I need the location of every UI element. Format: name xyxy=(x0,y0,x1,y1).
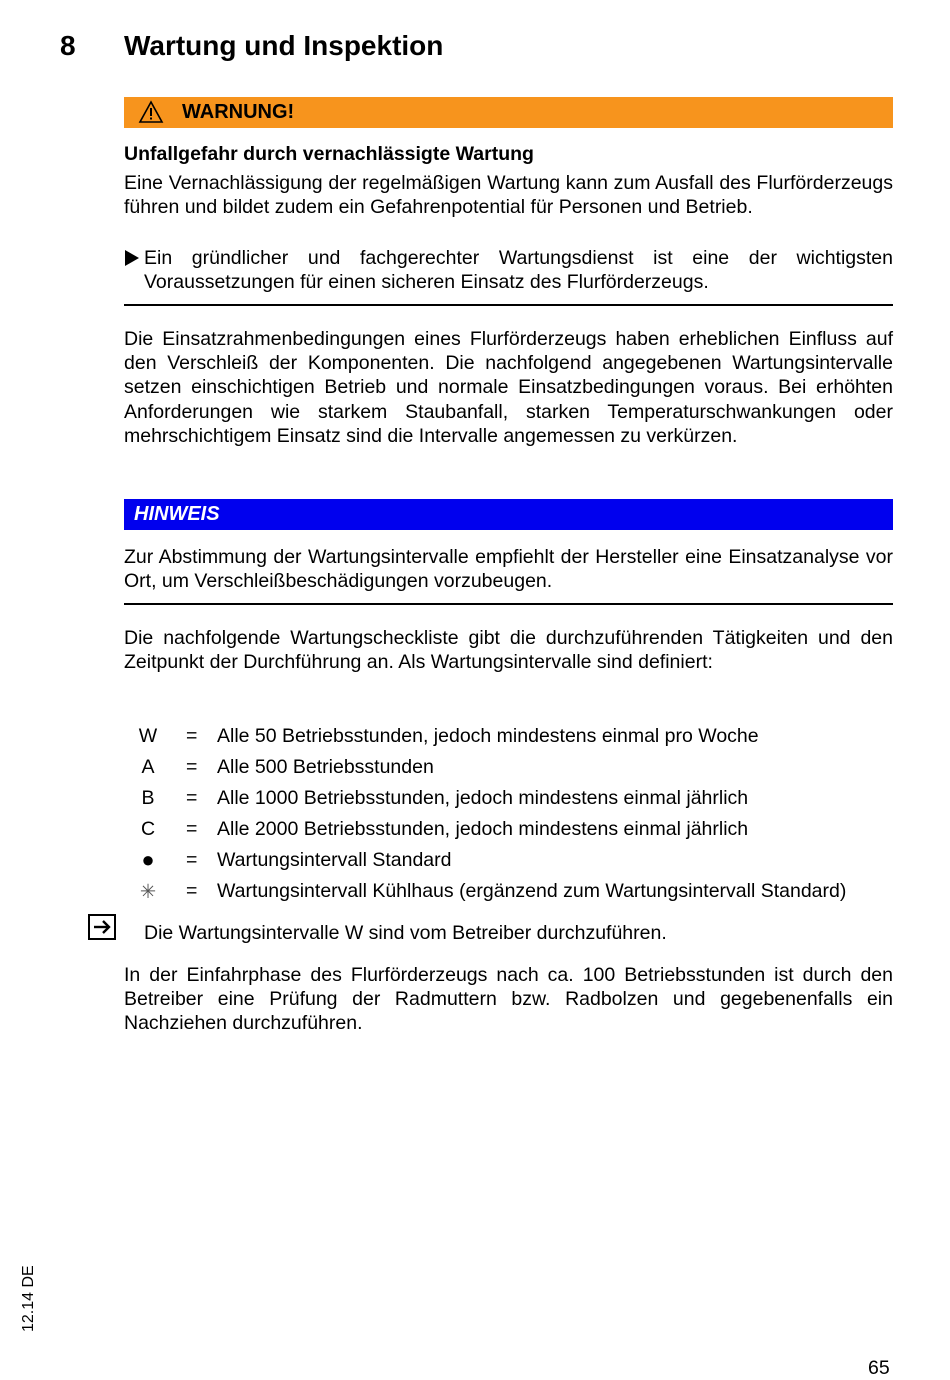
warning-bullet xyxy=(124,246,893,294)
conditions-paragraph: Die Einsatzrahmenbedingungen eines Flurförderzeugs haben erheblichen Einfluss auf den Verschleiß der Komponenten. Die nachfolgend angegebenen Wartungsintervalle setzen einschichtigen Betrieb und normale Einsatzbedingungen voraus. Bei erhöhten Anforderungen wie starkem Staubanfall, starken Temperaturschwankungen oder mehrschichtigem Einsatz sind die Intervalle angemessen zu verkürzen. xyxy=(124,328,893,447)
equals-sign: = xyxy=(186,787,198,809)
equals-sign: = xyxy=(186,818,198,840)
triangle-bullet-icon xyxy=(124,250,140,266)
section-title: Wartung und Inspektion xyxy=(124,30,444,61)
equals-sign: = xyxy=(186,756,198,778)
interval-symbol: A xyxy=(141,756,155,778)
equals-sign: = xyxy=(186,849,198,871)
interval-symbol: B xyxy=(141,787,155,809)
interval-symbol: C xyxy=(140,818,156,840)
hint-label: HINWEIS xyxy=(134,503,220,525)
section-number: 8 xyxy=(60,30,76,61)
hint-banner xyxy=(124,499,893,530)
warning-label: WARNUNG! xyxy=(182,101,295,123)
asterisk-icon: ✳ xyxy=(139,881,157,903)
interval-description: Alle 50 Betriebsstunden, jedoch mindestens einmal pro Woche xyxy=(217,725,759,747)
break-in-paragraph: In der Einfahrphase des Flurförderzeugs nach ca. 100 Betriebsstunden ist durch den Betreiber eine Prüfung der Radmuttern bzw. Radbolzen und gegebenenfalls ein Nachziehen durchzuführen. xyxy=(124,964,893,1035)
interval-symbol: W xyxy=(138,725,158,747)
note-text: Die Wartungsintervalle W sind vom Betreiber durchzuführen. xyxy=(144,922,667,944)
divider xyxy=(124,603,893,605)
arrow-right-box-icon xyxy=(88,914,116,940)
equals-sign: = xyxy=(186,880,198,902)
interval-description: Alle 500 Betriebsstunden xyxy=(217,756,434,778)
interval-description: Wartungsintervall Standard xyxy=(217,849,452,871)
document-code: 12.14 DE xyxy=(20,1265,37,1332)
equals-sign: = xyxy=(186,725,198,747)
interval-description: Alle 2000 Betriebsstunden, jedoch mindestens einmal jährlich xyxy=(217,818,749,840)
warning-text: Eine Vernachlässigung der regelmäßigen Wartung kann zum Ausfall des Flurförderzeugs führen und bildet zudem ein Gefahrenpotential für Personen und Betrieb. xyxy=(124,172,893,219)
warning-bullet-text: Ein gründlicher und fachgerechter Wartungsdienst ist eine der wichtigsten Voraussetzungen für einen sicheren Einsatz des Flurförderzeugs. xyxy=(144,247,893,294)
hint-text: Zur Abstimmung der Wartungsintervalle empfiehlt der Hersteller eine Einsatzanalyse vor Ort, um Verschleißbeschädigungen vorzubeugen. xyxy=(124,546,893,593)
page-number: 65 xyxy=(868,1357,890,1379)
warning-title: Unfallgefahr durch vernachlässigte Wartung xyxy=(124,143,534,165)
filled-circle-icon: ● xyxy=(141,847,155,872)
divider xyxy=(124,304,893,306)
warning-banner xyxy=(124,97,893,128)
warning-triangle-icon xyxy=(138,100,164,124)
checklist-paragraph: Die nachfolgende Wartungscheckliste gibt die durchzuführenden Tätigkeiten und den Zeitpunkt der Durchführung an. Als Wartungsintervalle sind definiert: xyxy=(124,627,893,674)
interval-description: Wartungsintervall Kühlhaus (ergänzend zum Wartungsintervall Standard) xyxy=(217,880,847,902)
interval-description: Alle 1000 Betriebsstunden, jedoch mindestens einmal jährlich xyxy=(217,787,749,809)
